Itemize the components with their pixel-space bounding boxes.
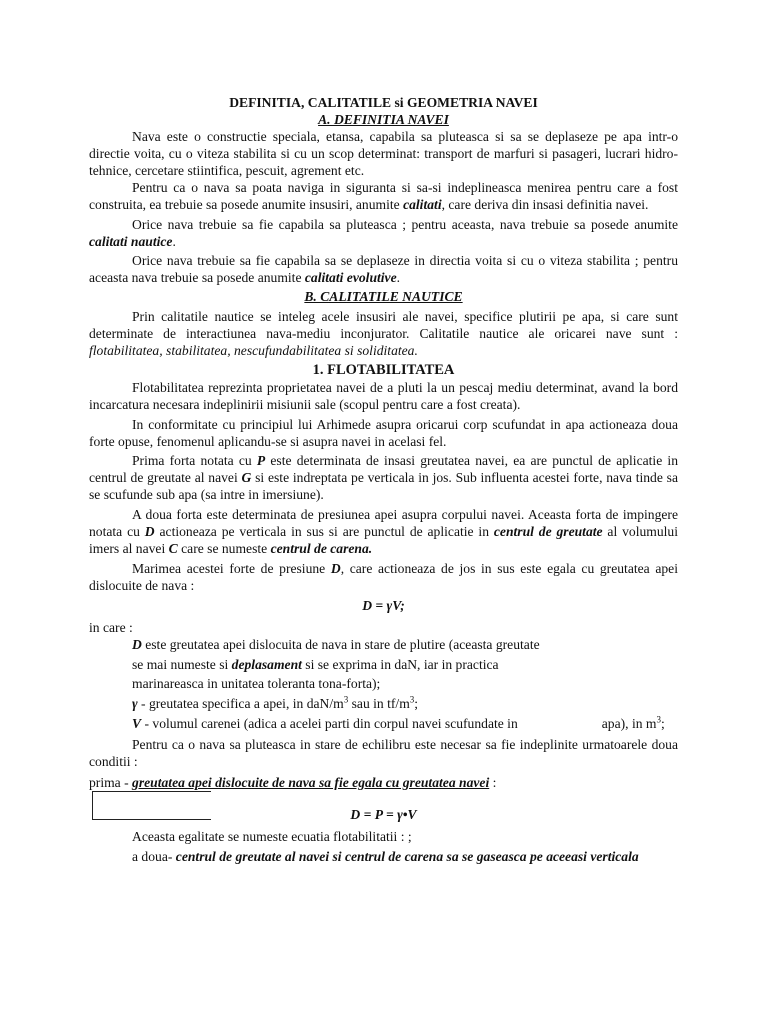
definition-v: V - volumul carenei (adica a acelei parti din corpul navei scufundate in apa), in $m^3$; bbox=[132, 714, 665, 731]
emphasis: calitati nautice bbox=[89, 234, 173, 249]
paragraph: Orice nava trebuie sa fie capabila sa pluteasca ; pentru aceasta, nava trebuie sa posede anumite calitati nautice. bbox=[89, 217, 678, 249]
section-b-heading: B. CALITATILE NAUTICE bbox=[304, 289, 463, 304]
definition-d-cont: se mai numeste si deplasament si se exprima in daN, iar in practica bbox=[132, 657, 499, 672]
paragraph: Orice nava trebuie sa fie capabila sa se deplaseze in directia voita si cu o viteza stabilita ; pentru aceasta nava trebuie sa posede anumite calitati evolutive. bbox=[89, 253, 678, 285]
section-1-heading: 1. FLOTABILITATEA bbox=[312, 362, 455, 378]
formula-displacement: D = γV; bbox=[362, 598, 405, 613]
definition-gamma: γ - greutatea specifica a apei, in daN/$m^3$ sau in $tf/m^3$; bbox=[132, 694, 419, 711]
condition-one: prima - greutatea apei dislocuite de nava sa fie egala cu greutatea navei : bbox=[89, 775, 497, 790]
paragraph: Marimea acestei forte de presiune D, care actioneaza de jos in sus este egala cu greutatea apei dislocuite de nava : bbox=[89, 561, 678, 593]
paragraph: Prima forta notata cu P este determinata de insasi greutatea navei, ea are punctul de aplicatie in centrul de greutate al navei G si este indreptata pe verticala in jos. Sub influenta acestei forte, nava tinde sa se scufunde sub apa (sa intre in imersiune). bbox=[89, 453, 678, 502]
emphasis: calitati evolutive bbox=[304, 270, 397, 285]
paragraph: Aceasta egalitate se numeste ecuatia flotabilitatii : ; bbox=[132, 829, 412, 844]
definition-d-cont: marinareasca in unitatea toleranta tona-forta); bbox=[132, 676, 381, 691]
definition-d: D este greutatea apei dislocuita de nava in stare de plutire (aceasta greutate bbox=[132, 637, 540, 652]
emphasis: calitati bbox=[403, 197, 442, 212]
paragraph: A doua forta este determinata de presiunea apei asupra corpului navei. Aceasta forta de impingere notata cu D actioneaza pe verticala in sus si are punctul de aplicatie in centrul de greutate al volumului imers al navei C care se numeste centrul de carena. bbox=[89, 507, 679, 556]
condition-two: a doua- centrul de greutate al navei si centrul de carena sa se gaseasca pe aceeasi verticala bbox=[132, 849, 639, 864]
section-a-heading: A. DEFINITIA NAVEI bbox=[318, 112, 449, 127]
document-title: DEFINITIA, CALITATILE si GEOMETRIA NAVEI bbox=[229, 95, 538, 110]
in-care-label: in care : bbox=[89, 620, 133, 635]
paragraph: Flotabilitatea reprezinta proprietatea navei de a pluti la un pescaj mediu determinat, avand la bord incarcatura necesara indeplinirii misiunii sale (scopul pentru care a fost creata). bbox=[89, 380, 678, 412]
formula-box-row bbox=[89, 791, 678, 825]
formula-buoyancy: D = P = γ•V bbox=[350, 807, 417, 822]
paragraph: Nava este o constructie speciala, etansa, capabila sa pluteasca si sa se deplaseze pe apa intr-o directie voita, cu o viteza stabilita si cu un scop determinat: transport de marfuri si pasageri, lucrari hidro-tehnice, cercetare stiintifica, pescuit, agrement etc. bbox=[89, 129, 678, 178]
emphasis: flotabilitatea, stabilitatea, nescufundabilitatea si soliditatea. bbox=[89, 343, 418, 358]
document-page bbox=[89, 94, 678, 865]
paragraph: Pentru ca o nava sa poata naviga in siguranta si sa-si indeplineasca menirea pentru care a fost construita, ea trebuie sa posede anumite insusiri, anumite calitati, care deriva din insasi definitia navei. bbox=[89, 180, 678, 212]
paragraph: In conformitate cu principiul lui Arhimede asupra oricarui corp scufundat in apa actioneaza doua forte opuse, fenomenul aplicandu-se si asupra navei in acelasi fel. bbox=[89, 417, 678, 449]
paragraph: Prin calitatile nautice se inteleg acele insusiri ale navei, specifice plutirii pe apa, si care sunt determinate de interactiunea nava-mediu inconjurator. Calitatile nautice ale oricarei nave sunt : flotabilitatea, stabilitatea, nescufundabilitatea si soliditatea. bbox=[89, 309, 678, 358]
paragraph: Pentru ca o nava sa pluteasca in stare de echilibru este necesar sa fie indeplinite urmatoarele doua conditii : bbox=[89, 737, 678, 769]
